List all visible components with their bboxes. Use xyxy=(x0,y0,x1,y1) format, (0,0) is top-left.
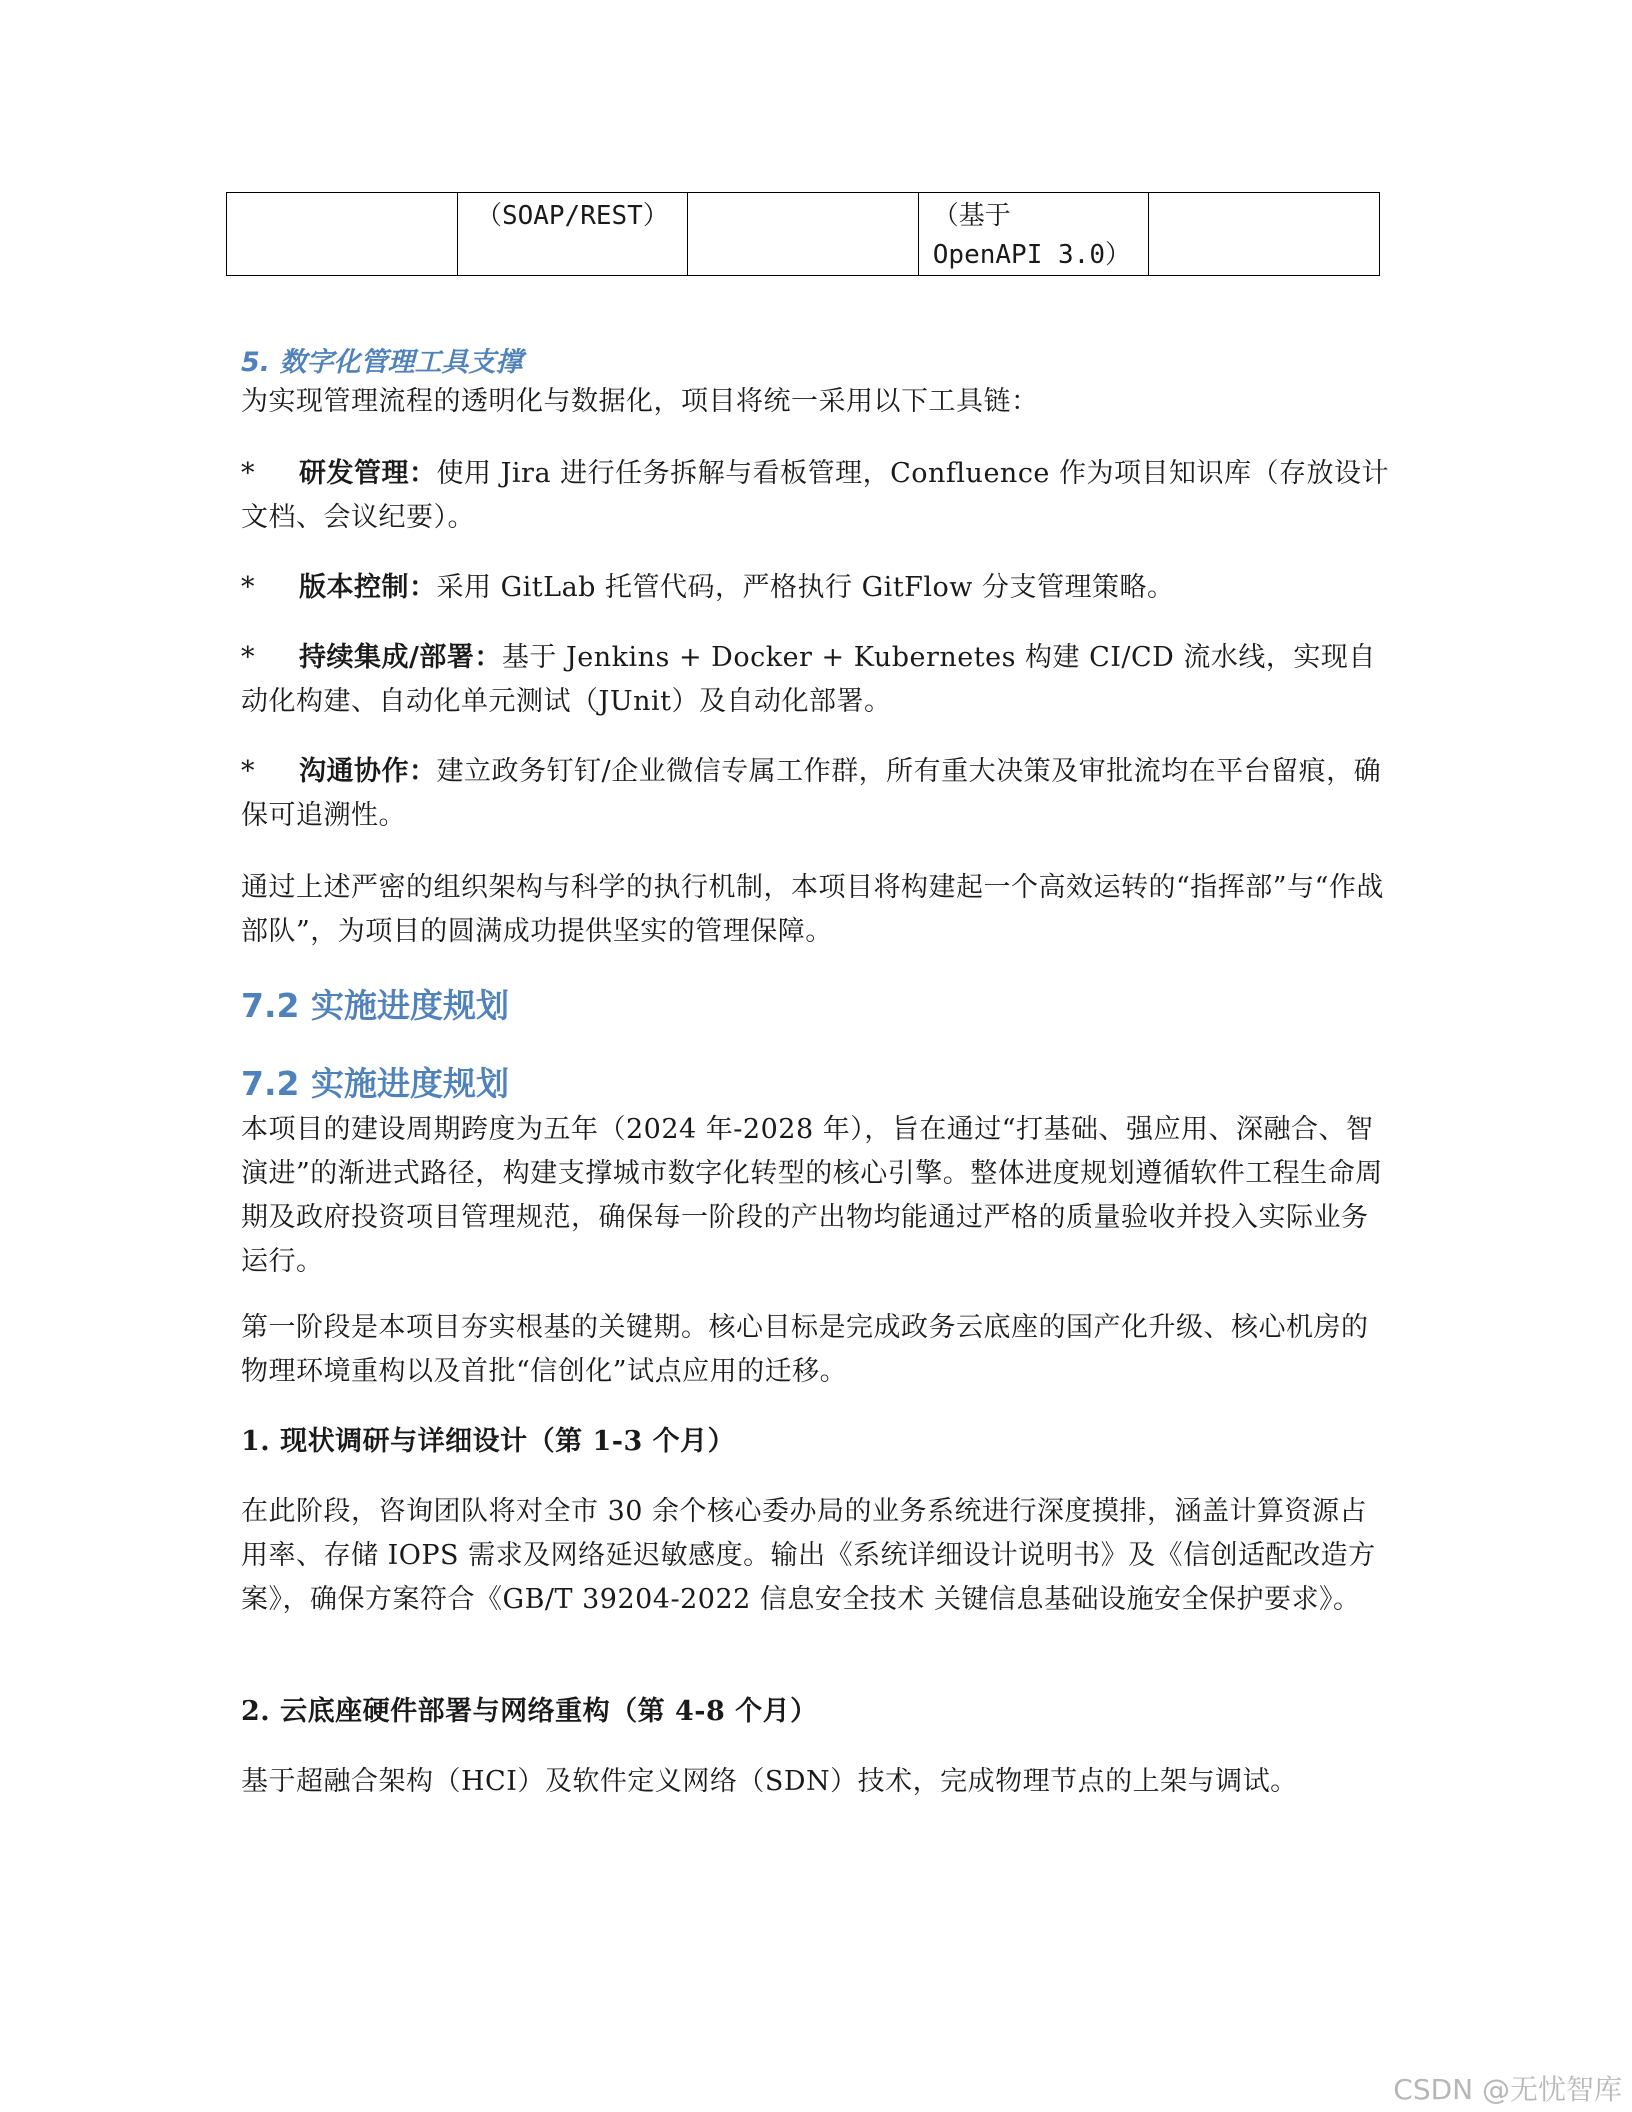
conclusion-paragraph: 通过上述严密的组织架构与科学的执行机制，本项目将构建起一个高效运转的“指挥部”与“作战部队”，为项目的圆满成功提供坚实的管理保障。 xyxy=(241,872,1384,947)
table-cell: （基于 OpenAPI 3.0） xyxy=(918,193,1149,276)
list-item xyxy=(241,566,1391,610)
bullet-mark: * xyxy=(241,458,255,489)
list-item xyxy=(241,452,1391,540)
step-heading: 2. 云底座硬件部署与网络重构（第 4-8 个月） xyxy=(241,1696,818,1727)
section-title: 7.2 实施进度规划 xyxy=(241,986,509,1025)
body-paragraph: 在此阶段，咨询团队将对全市 30 余个核心委办局的业务系统进行深度摸排，涵盖计算资源占用率、存储 IOPS 需求及网络延迟敏感度。输出《系统详细设计说明书》及《信创适配改造方案》，确保方案符合《GB/T 39204-2022 信息安全技术 关键信息基础设施安全保护要求》。 xyxy=(241,1496,1376,1615)
item-label: 版本控制： xyxy=(299,572,437,603)
section-heading: 5. 数字化管理工具支撑 xyxy=(241,347,523,378)
body-paragraph: 基于超融合架构（HCI）及软件定义网络（SDN）技术，完成物理节点的上架与调试。 xyxy=(241,1766,1298,1797)
item-label: 研发管理： xyxy=(299,458,437,489)
interface-table xyxy=(226,192,1380,276)
item-text: 基于 Jenkins + Docker + Kubernetes 构建 CI/CD 流水线，实现自动化构建、自动化单元测试（JUnit）及自动化部署。 xyxy=(241,642,1376,717)
bullet-mark: * xyxy=(241,572,255,603)
table-cell xyxy=(1149,193,1380,276)
bullet-mark: * xyxy=(241,756,255,787)
section-title: 7.2 实施进度规划 xyxy=(241,1064,509,1103)
body-paragraph: 第一阶段是本项目夯实根基的关键期。核心目标是完成政务云底座的国产化升级、核心机房的物理环境重构以及首批“信创化”试点应用的迁移。 xyxy=(241,1312,1369,1387)
list-item xyxy=(241,750,1391,838)
table-cell: （SOAP/REST） xyxy=(457,193,688,276)
section-intro: 为实现管理流程的透明化与数据化，项目将统一采用以下工具链： xyxy=(241,386,1039,417)
item-text: 建立政务钉钉/企业微信专属工作群，所有重大决策及审批流均在平台留痕，确保可追溯性。 xyxy=(241,756,1382,831)
item-label: 沟通协作： xyxy=(299,756,437,787)
list-item xyxy=(241,636,1391,724)
table-row xyxy=(227,193,1380,276)
item-text: 采用 GitLab 托管代码，严格执行 GitFlow 分支管理策略。 xyxy=(436,572,1175,603)
table-cell xyxy=(227,193,458,276)
item-text: 使用 Jira 进行任务拆解与看板管理，Confluence 作为项目知识库（存放设计文档、会议纪要）。 xyxy=(241,458,1389,533)
body-paragraph: 本项目的建设周期跨度为五年（2024 年-2028 年），旨在通过“打基础、强应用、深融合、智演进”的渐进式路径，构建支撑城市数字化转型的核心引擎。整体进度规划遵循软件工程生命周期及政府投资项目管理规范，确保每一阶段的产出物均能通过严格的质量验收并投入实际业务运行。 xyxy=(241,1114,1383,1277)
bullet-mark: * xyxy=(241,642,255,673)
step-heading: 1. 现状调研与详细设计（第 1-3 个月） xyxy=(241,1426,736,1457)
item-label: 持续集成/部署： xyxy=(299,642,502,673)
table-cell xyxy=(688,193,919,276)
watermark: CSDN @无忧智库 xyxy=(1393,2073,1622,2106)
